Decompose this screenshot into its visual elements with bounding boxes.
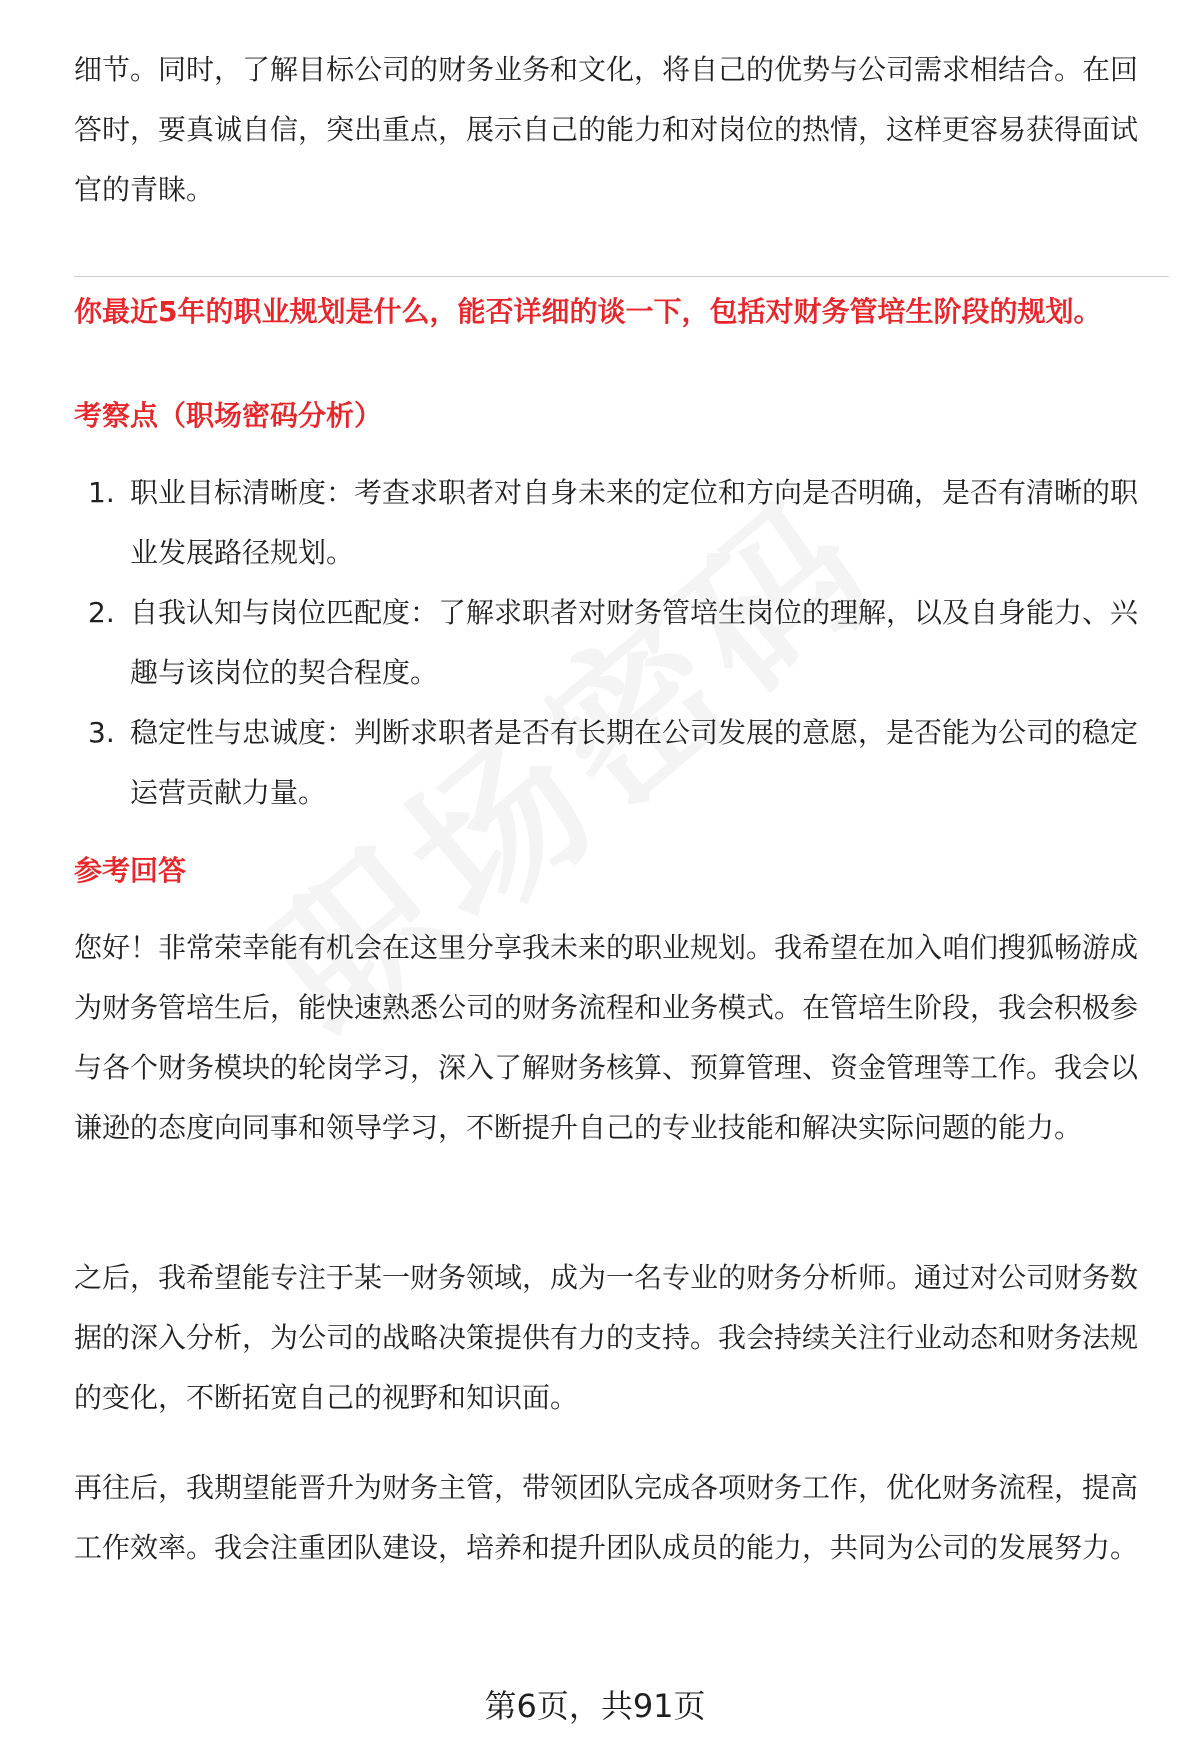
answer-heading: 参考回答	[74, 854, 187, 887]
list-number: 1.	[88, 476, 115, 509]
page-number: 第6页，共91页	[484, 1687, 706, 1725]
list-text: 自我认知与岗位匹配度：了解求职者对财务管培生岗位的理解，以及自身能力、兴趣与该岗位的契合程度。	[130, 596, 1139, 689]
assessment-heading: 考察点（职场密码分析）	[74, 399, 383, 432]
list-number: 2.	[88, 596, 115, 629]
answer-paragraph: 再往后，我期望能晋升为财务主管，带领团队完成各项财务工作，优化财务流程，提高工作效率。我会注重团队建设，培养和提升团队成员的能力，共同为公司的发展努力。	[74, 1471, 1139, 1564]
intro-continuation-paragraph: 细节。同时，了解目标公司的财务业务和文化，将自己的优势与公司需求相结合。在回答时，要真诚自信，突出重点，展示自己的能力和对岗位的热情，这样更容易获得面试官的青睐。	[74, 53, 1139, 206]
list-number: 3.	[88, 716, 115, 749]
list-text: 稳定性与忠诚度：判断求职者是否有长期在公司发展的意愿，是否能为公司的稳定运营贡献力量。	[130, 716, 1139, 809]
section-divider	[74, 276, 1169, 277]
list-text: 职业目标清晰度：考查求职者对自身未来的定位和方向是否明确，是否有清晰的职业发展路径规划。	[130, 476, 1139, 569]
answer-paragraph: 之后，我希望能专注于某一财务领域，成为一名专业的财务分析师。通过对公司财务数据的深入分析，为公司的战略决策提供有力的支持。我会持续关注行业动态和财务法规的变化，不断拓宽自己的视野和知识面。	[74, 1261, 1139, 1414]
interview-question: 你最近5年的职业规划是什么，能否详细的谈一下，包括对财务管培生阶段的规划。	[74, 295, 1102, 328]
answer-paragraph: 您好！非常荣幸能有机会在这里分享我未来的职业规划。我希望在加入咱们搜狐畅游成为财务管培生后，能快速熟悉公司的财务流程和业务模式。在管培生阶段，我会积极参与各个财务模块的轮岗学习，深入了解财务核算、预算管理、资金管理等工作。我会以谦逊的态度向同事和领导学习，不断提升自己的专业技能和解决实际问题的能力。	[74, 931, 1139, 1144]
